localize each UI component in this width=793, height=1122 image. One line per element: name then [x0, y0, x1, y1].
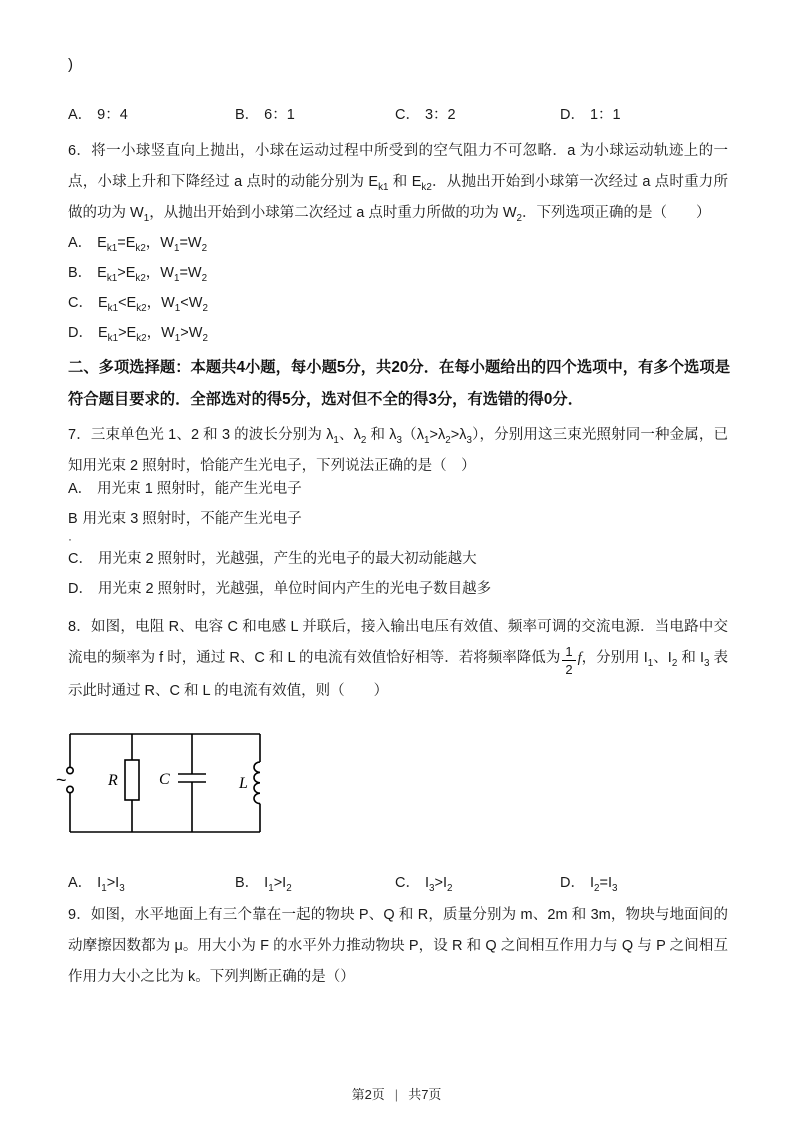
option-label: A．: [68, 107, 93, 123]
q8-option-a: [68, 868, 235, 898]
option-label: B: [68, 511, 78, 527]
option-label: B．: [235, 107, 260, 123]
q5-options-row: [68, 100, 728, 130]
q6-option-d: [68, 318, 728, 348]
fraction-one-half: [562, 645, 575, 676]
option-text: 用光束 3 照射时，不能产生光电子: [82, 511, 302, 527]
question-7-text: 7．三束单色光 1、2 和 3 的波长分别为 $\lambda_1$、$\lambda_2$ 和 $\lambda_3(\lambda_1>\lambda_2>\lambda_3)$，分别用这三束光照射同一种金属，已知用光束 2 照射时，恰能产生光电子，下列说法正确的是（ ）: [68, 427, 729, 474]
option-text: 6：1: [264, 107, 295, 123]
q6-option-c: [68, 288, 728, 318]
option-label: D．: [560, 875, 585, 891]
option-label: A．: [68, 235, 93, 251]
option-text: $E_{k1}>E_{k2}$，$W_1=W_2$: [97, 265, 208, 284]
option-text: 用光束 2 照射时，光越强，单位时间内产生的光电子数目越多: [97, 581, 492, 597]
q5-option-b: [235, 100, 395, 130]
option-label: D．: [68, 325, 93, 341]
q5-option-a: [68, 100, 235, 130]
q6-options: [68, 228, 728, 348]
formula-fragment: ): [68, 56, 73, 73]
stray-period: ·: [68, 532, 72, 546]
option-label: D．: [560, 107, 585, 123]
question-8-text: [68, 612, 728, 707]
q6-option-a: [68, 228, 728, 258]
option-label: A．: [68, 875, 93, 891]
page-footer: [0, 1084, 793, 1103]
option-text: 用光束 1 照射时，能产生光电子: [97, 481, 302, 497]
capacitor-plates: [178, 774, 206, 782]
option-text: 3：2: [424, 107, 456, 123]
option-text: 9：4: [97, 107, 128, 123]
option-label: A．: [68, 481, 93, 497]
option-text: $E_{k1}<E_{k2}$，$W_1<W_2$: [97, 295, 208, 314]
footer-page-number: 第2页: [351, 1087, 385, 1102]
option-text: $E_{k1}=E_{k2}$，$W_1=W_2$: [97, 235, 208, 254]
resistor-label: R: [108, 772, 118, 789]
option-text: $I_3>I_2$: [424, 875, 453, 894]
q8-option-c: [395, 868, 560, 898]
q5-option-c: [395, 100, 560, 130]
capacitor-label: C: [159, 771, 170, 788]
q8-text-before: 8．如图，电阻 R、电容 C 和电感 L 并联后，接入输出电压有效值、频率可调的交流电源．当电路中交流电的频率为 f 时，通过 R、C 和 L 的电流有效值恰好相等．若将频率降低为: [68, 619, 728, 666]
q7-option-c: [68, 544, 728, 574]
option-text: 用光束 2 照射时，光越强，产生的光电子的最大初动能越大: [97, 551, 477, 567]
option-label: B．: [68, 265, 93, 281]
inductor-coil: [254, 762, 260, 804]
option-label: C．: [395, 107, 420, 123]
question-9-text: 9．如图，水平地面上有三个靠在一起的物块 P、Q 和 R，质量分别为 m、2m 和 3m，物块与地面间的动摩擦因数都为 μ。用大小为 F 的水平外力推动物块 P，设 R 和 Q 之间相互作用力与 Q 与 P 之间相互作用力大小之比为 k。下列判断正确的是（）: [68, 907, 728, 985]
fraction-denominator: 2: [565, 662, 573, 677]
question-6-text: 6．将一小球竖直向上抛出，小球在运动过程中所受到的空气阻力不可忽略．a 为小球运动轨迹上的一点，小球上升和下降经过 a 点时的动能分别为 $E_{k1}$ 和 $E_{k2}$．从抛出开始到小球第一次经过 a 点时重力所做的功为 $W_1$，从抛出开始到小球第二次经过 a 点时重力所做的功为 $W_2$．下列选项正确的是（ ）: [68, 143, 728, 224]
q7-options: [68, 474, 728, 604]
footer-total-pages: 共7页: [408, 1087, 442, 1102]
circuit-figure: [56, 724, 276, 842]
q7-option-d: [68, 574, 728, 604]
source-terminal-bottom: [67, 786, 73, 792]
option-label: D．: [68, 581, 93, 597]
option-label: C．: [68, 551, 93, 567]
ac-source-symbol: ~: [56, 770, 67, 790]
option-text: 1：1: [589, 107, 621, 123]
q7-option-a: [68, 474, 728, 504]
option-label: C．: [395, 875, 420, 891]
fraction-suffix-f: f: [577, 650, 582, 666]
q8-text-after: ，分别用 $I_1$、$I_2$ 和 $I_3$ 表示此时通过 R、C 和 L 的电流有效值，则（ ）: [68, 650, 728, 699]
q8-option-d: [560, 868, 728, 898]
q8-option-b: [235, 868, 395, 898]
inductor-label: L: [239, 775, 248, 792]
q6-option-b: [68, 258, 728, 288]
option-text: $I_2=I_3$: [589, 875, 618, 894]
section-2-title: 二、多项选择题：本题共4小题，每小题5分，共20分．在每小题给出的四个选项中，有多个选项是符合题目要求的．全部选对的得5分，选对但不全的得3分，有选错的得0分．: [68, 359, 730, 408]
q8-options-row: [68, 868, 728, 898]
option-text: $E_{k1}>E_{k2}$，$W_1>W_2$: [97, 325, 208, 344]
option-text: $I_1>I_2$: [264, 875, 292, 894]
q5-option-d: [560, 100, 728, 130]
q7-option-b: [68, 504, 728, 534]
option-text: $I_1>I_3$: [97, 875, 125, 894]
option-label: B．: [235, 875, 260, 891]
resistor-symbol: [125, 760, 139, 800]
option-label: C．: [68, 295, 93, 311]
footer-separator: |: [394, 1087, 399, 1102]
fraction-numerator: 1: [562, 645, 575, 661]
source-terminal-top: [67, 767, 73, 773]
